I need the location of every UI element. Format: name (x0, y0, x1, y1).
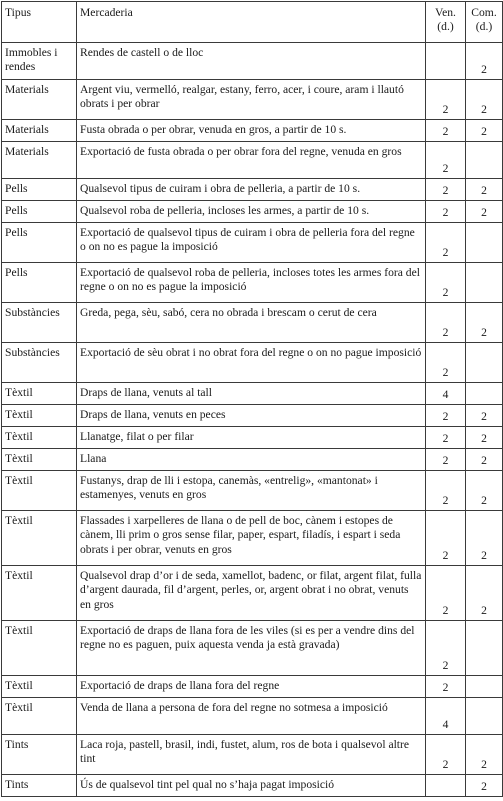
header-com-label: Com. (471, 6, 497, 19)
header-ven-label: Ven. (435, 6, 456, 19)
header-tipus: Tipus (2, 2, 77, 43)
cell-ven: 2 (426, 427, 466, 449)
table-row (2, 383, 503, 405)
cell-ven: 2 (426, 343, 466, 383)
cell-tipus: Materials (2, 120, 77, 142)
table-row (2, 142, 503, 179)
cell-tipus: Tèxtil (2, 383, 77, 405)
cell-mercaderia: Qualsevol tipus de cuiram i obra de pelleria, a partir de 10 s. (77, 179, 426, 201)
cell-mercaderia: Argent viu, vermelló, realgar, estany, ferro, acer, i coure, aram i llautó obrats i per obrar (77, 80, 426, 120)
table-row (2, 43, 503, 80)
table-row (2, 263, 503, 303)
table-row (2, 775, 503, 797)
cell-mercaderia: Qualsevol drap d’or i de seda, xamellot, badenc, or filat, argent filat, fulla d’argent daurada, fil d’argent, perles, or, argent obrat i no obrat, venuts en gros (77, 566, 426, 621)
cell-mercaderia: Rendes de castell o de lloc (77, 43, 426, 80)
cell-tipus: Pells (2, 179, 77, 201)
cell-ven: 2 (426, 179, 466, 201)
cell-tipus: Materials (2, 142, 77, 179)
cell-com (466, 698, 503, 735)
cell-mercaderia: Exportació de sèu obrat i no obrat fora del regne o on no pague imposició (77, 343, 426, 383)
table-row (2, 698, 503, 735)
cell-tipus: Tèxtil (2, 405, 77, 427)
cell-com: 2 (466, 179, 503, 201)
cell-ven: 2 (426, 449, 466, 471)
cell-ven: 2 (426, 471, 466, 511)
cell-ven: 4 (426, 698, 466, 735)
table-row (2, 676, 503, 698)
cell-ven: 2 (426, 80, 466, 120)
table-row (2, 201, 503, 223)
cell-tipus: Substàncies (2, 343, 77, 383)
cell-com (466, 343, 503, 383)
cell-ven: 4 (426, 383, 466, 405)
cell-mercaderia: Exportació de qualsevol tipus de cuiram i obra de pelleria fora del regne o on no es pague la imposició (77, 223, 426, 263)
cell-tipus: Immobles i rendes (2, 43, 77, 80)
cell-mercaderia: Llana (77, 449, 426, 471)
table-row (2, 511, 503, 566)
cell-tipus: Tèxtil (2, 511, 77, 566)
cell-com: 2 (466, 449, 503, 471)
table-row (2, 471, 503, 511)
cell-ven: 2 (426, 566, 466, 621)
cell-tipus: Pells (2, 201, 77, 223)
cell-mercaderia: Exportació de qualsevol roba de pelleria, incloses totes les armes fora del regne o on no es pague la imposició (77, 263, 426, 303)
cell-mercaderia: Laca roja, pastell, brasil, indi, fustet, alum, ros de bota i qualsevol altre tint (77, 735, 426, 775)
cell-ven: 2 (426, 142, 466, 179)
table-row (2, 566, 503, 621)
header-mercaderia: Mercaderia (77, 2, 426, 43)
cell-com: 2 (466, 43, 503, 80)
cell-tipus: Tèxtil (2, 621, 77, 676)
cell-tipus: Tèxtil (2, 427, 77, 449)
cell-com (466, 383, 503, 405)
table-row (2, 223, 503, 263)
cell-ven: 2 (426, 201, 466, 223)
cell-mercaderia: Venda de llana a persona de fora del regne no sotmesa a imposició (77, 698, 426, 735)
cell-com (466, 142, 503, 179)
cell-tipus: Tints (2, 775, 77, 797)
header-ven-unit: (d.) (437, 19, 454, 33)
header-com-unit: (d.) (475, 19, 493, 33)
cell-com: 2 (466, 80, 503, 120)
table-row (2, 343, 503, 383)
cell-mercaderia: Flassades i xarpelleres de llana o de pell de boc, cànem i estopes de cànem, lli prim o gros sense filar, paper, espart, filadís, i espart i seda obrats i per obrar, venuts en gros (77, 511, 426, 566)
cell-tipus: Substàncies (2, 303, 77, 343)
cell-tipus: Tèxtil (2, 566, 77, 621)
cell-com (466, 263, 503, 303)
cell-ven (426, 43, 466, 80)
cell-com: 2 (466, 471, 503, 511)
cell-ven: 2 (426, 303, 466, 343)
table-body (2, 43, 503, 797)
cell-ven: 2 (426, 263, 466, 303)
cell-com: 2 (466, 427, 503, 449)
cell-mercaderia: Fusta obrada o per obrar, venuda en gros, a partir de 10 s. (77, 120, 426, 142)
cell-com: 2 (466, 201, 503, 223)
cell-tipus: Tèxtil (2, 449, 77, 471)
cell-ven: 2 (426, 405, 466, 427)
cell-com: 2 (466, 566, 503, 621)
cell-com: 2 (466, 405, 503, 427)
cell-tipus: Tèxtil (2, 676, 77, 698)
table-row (2, 427, 503, 449)
cell-tipus: Pells (2, 223, 77, 263)
cell-mercaderia: Exportació de draps de llana fora del regne (77, 676, 426, 698)
header-ven (426, 2, 466, 43)
table-row (2, 179, 503, 201)
cell-com: 2 (466, 511, 503, 566)
table-row (2, 80, 503, 120)
cell-com (466, 621, 503, 676)
cell-ven (426, 775, 466, 797)
cell-ven: 2 (426, 223, 466, 263)
cell-com (466, 676, 503, 698)
cell-mercaderia: Draps de llana, venuts en peces (77, 405, 426, 427)
cell-ven: 2 (426, 676, 466, 698)
header-com (466, 2, 503, 43)
cell-tipus: Tèxtil (2, 698, 77, 735)
cell-tipus: Pells (2, 263, 77, 303)
cell-mercaderia: Exportació de fusta obrada o per obrar fora del regne, venuda en gros (77, 142, 426, 179)
cell-tipus: Tèxtil (2, 471, 77, 511)
tariff-table (1, 1, 503, 797)
table-row (2, 120, 503, 142)
cell-com: 2 (466, 775, 503, 797)
cell-mercaderia: Draps de llana, venuts al tall (77, 383, 426, 405)
cell-ven: 2 (426, 120, 466, 142)
table-row (2, 621, 503, 676)
cell-mercaderia: Greda, pega, sèu, sabó, cera no obrada i brescam o cerut de cera (77, 303, 426, 343)
cell-mercaderia: Exportació de draps de llana fora de les viles (si es per a vendre dins del regne no es paguen, puix aquesta venda ja està gravada) (77, 621, 426, 676)
cell-ven: 2 (426, 735, 466, 775)
cell-mercaderia: Fustanys, drap de lli i estopa, canemàs, «entrelig», «mantonat» i estamenyes, venuts en gros (77, 471, 426, 511)
table-row (2, 735, 503, 775)
cell-tipus: Materials (2, 80, 77, 120)
cell-tipus: Tints (2, 735, 77, 775)
table-row (2, 405, 503, 427)
table-header (2, 2, 503, 43)
cell-mercaderia: Llanatge, filat o per filar (77, 427, 426, 449)
cell-mercaderia: Qualsevol roba de pelleria, incloses les armes, a partir de 10 s. (77, 201, 426, 223)
cell-com: 2 (466, 120, 503, 142)
cell-ven: 2 (426, 511, 466, 566)
cell-com: 2 (466, 735, 503, 775)
cell-mercaderia: Ús de qualsevol tint pel qual no s’haja pagat imposició (77, 775, 426, 797)
cell-com (466, 223, 503, 263)
table-row (2, 449, 503, 471)
cell-com: 2 (466, 303, 503, 343)
cell-ven: 2 (426, 621, 466, 676)
table-row (2, 303, 503, 343)
header-row (2, 2, 503, 43)
